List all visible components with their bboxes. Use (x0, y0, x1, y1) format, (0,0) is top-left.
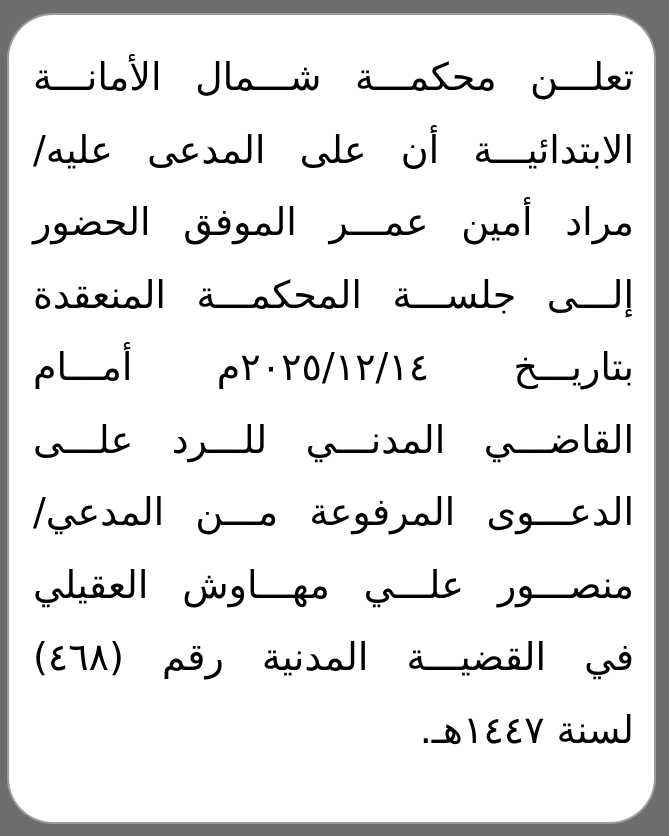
court-notice-card (7, 13, 656, 824)
notice-text-block (33, 41, 634, 766)
notice-line: الدعـــوى المرفوعة مـــن المدعي/ (33, 490, 634, 534)
notice-line: إلـــى جلســـة المحكمـــة المنعقدة (33, 272, 634, 317)
notice-line: مراد أمين عمـــر الموفق الحضور (33, 200, 634, 244)
notice-line: القاضـــي المدنـــي للـــرد علـــى (33, 417, 634, 462)
notice-line: تعلـــن محكمـــة شـــمال الأمانـــة (33, 55, 634, 99)
notice-line: بتاريـــخ ٢٠٢٥/١٢/١٤م أمـــام (33, 345, 634, 389)
notice-line: منصـــور علـــي مهـــاوش العقيلي (33, 562, 634, 607)
notice-line: في القضيـــة المدنية رقم (٤٦٨) (33, 635, 634, 679)
notice-line: الابتدائيـــة أن على المدعى عليه/ (33, 127, 634, 172)
notice-line-last: لسنة ١٤٤٧هـ. (419, 707, 634, 752)
